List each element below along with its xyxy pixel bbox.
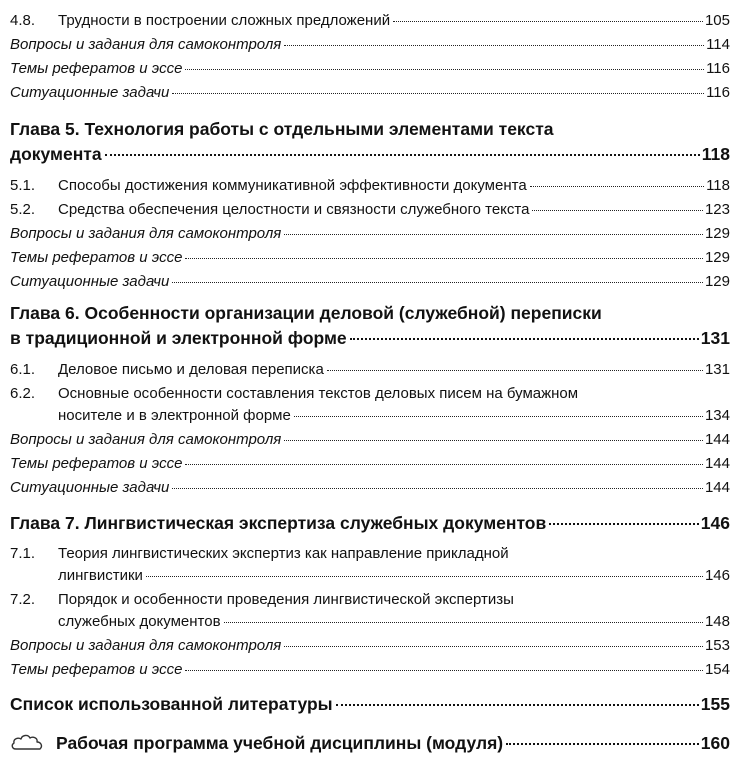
- dot-leader: [530, 186, 704, 187]
- dot-leader: [294, 416, 703, 417]
- dot-leader: [506, 743, 699, 745]
- toc-entry-5-2[interactable]: 5.2. Средства обеспечения целостности и связности служебного текста 123: [10, 201, 730, 218]
- toc-entry-7-2[interactable]: 7.2. Порядок и особенности проведения лингвистической экспертизы служебных документов 148: [10, 591, 730, 630]
- dot-leader: [549, 523, 699, 525]
- dot-leader: [336, 704, 699, 706]
- dot-leader: [172, 488, 703, 489]
- section-4-tail: [10, 12, 730, 102]
- dot-leader: [284, 234, 703, 235]
- chapter-6-items: [10, 361, 730, 497]
- dot-leader: [172, 93, 704, 94]
- chapter-title[interactable]: Глава 7. Лингвистическая экспертиза служебных документов 146: [10, 513, 730, 533]
- toc-entry-case-tasks[interactable]: Ситуационные задачи 129: [10, 273, 730, 290]
- dot-leader: [185, 258, 703, 259]
- dot-leader: [284, 646, 703, 647]
- dot-leader: [350, 338, 699, 340]
- dot-leader: [224, 622, 703, 623]
- dot-leader: [185, 69, 704, 70]
- dot-leader: [185, 670, 703, 671]
- dot-leader: [284, 440, 703, 441]
- chapter-6: [10, 303, 730, 349]
- toc-entry-case-tasks[interactable]: Ситуационные задачи 144: [10, 479, 730, 496]
- toc-entry-6-1[interactable]: 6.1. Деловое письмо и деловая переписка 131: [10, 361, 730, 378]
- toc-entry-essay-topics[interactable]: Темы рефератов и эссе 144: [10, 455, 730, 472]
- chapter-title[interactable]: Глава 5. Технология работы с отдельными элементами текста: [10, 119, 554, 139]
- toc-entry-questions[interactable]: Вопросы и задания для самоконтроля 153: [10, 637, 730, 654]
- chapter-title[interactable]: Глава 6. Особенности организации деловой (служебной) переписки: [10, 303, 602, 323]
- chapter-5: [10, 119, 730, 165]
- toc-entry-references[interactable]: Список использованной литературы 155: [10, 694, 730, 714]
- toc-entry-questions[interactable]: Вопросы и задания для самоконтроля 114: [10, 36, 730, 53]
- toc-entry-questions[interactable]: Вопросы и задания для самоконтроля 144: [10, 431, 730, 448]
- toc-entry-case-tasks[interactable]: Ситуационные задачи 116: [10, 84, 730, 101]
- chapter-title-cont[interactable]: в традиционной и электронной форме 131: [10, 328, 730, 348]
- toc-entry-5-1[interactable]: 5.1. Способы достижения коммуникативной эффективности документа 118: [10, 177, 730, 194]
- dot-leader: [284, 45, 704, 46]
- course-program: [10, 729, 730, 754]
- dot-leader: [532, 210, 703, 211]
- chapter-7-items: [10, 545, 730, 679]
- chapter-5-items: [10, 177, 730, 291]
- dot-leader: [172, 282, 703, 283]
- dot-leader: [393, 21, 703, 22]
- references: [10, 694, 730, 715]
- dot-leader: [105, 154, 700, 156]
- dot-leader: [146, 576, 703, 577]
- toc-entry-questions[interactable]: Вопросы и задания для самоконтроля 129: [10, 225, 730, 242]
- dot-leader: [185, 464, 703, 465]
- chapter-7: [10, 513, 730, 534]
- toc-entry-essay-topics[interactable]: Темы рефератов и эссе 116: [10, 60, 730, 77]
- toc-entry-6-2[interactable]: 6.2. Основные особенности составления текстов деловых писем на бумажном носителе и в электронной форме 134: [10, 385, 730, 424]
- dot-leader: [327, 370, 703, 371]
- toc-entry-7-1[interactable]: 7.1. Теория лингвистических экспертиз как направление прикладной лингвистики 146: [10, 545, 730, 584]
- toc-entry-essay-topics[interactable]: Темы рефератов и эссе 154: [10, 661, 730, 678]
- toc-entry-course-program[interactable]: Рабочая программа учебной дисциплины (модуля) 160: [10, 729, 730, 754]
- cloud-icon: [10, 732, 44, 752]
- toc-entry-4-8[interactable]: 4.8. Трудности в построении сложных предложений 105: [10, 12, 730, 29]
- toc-entry-essay-topics[interactable]: Темы рефератов и эссе 129: [10, 249, 730, 266]
- chapter-title-cont[interactable]: документа 118: [10, 144, 730, 164]
